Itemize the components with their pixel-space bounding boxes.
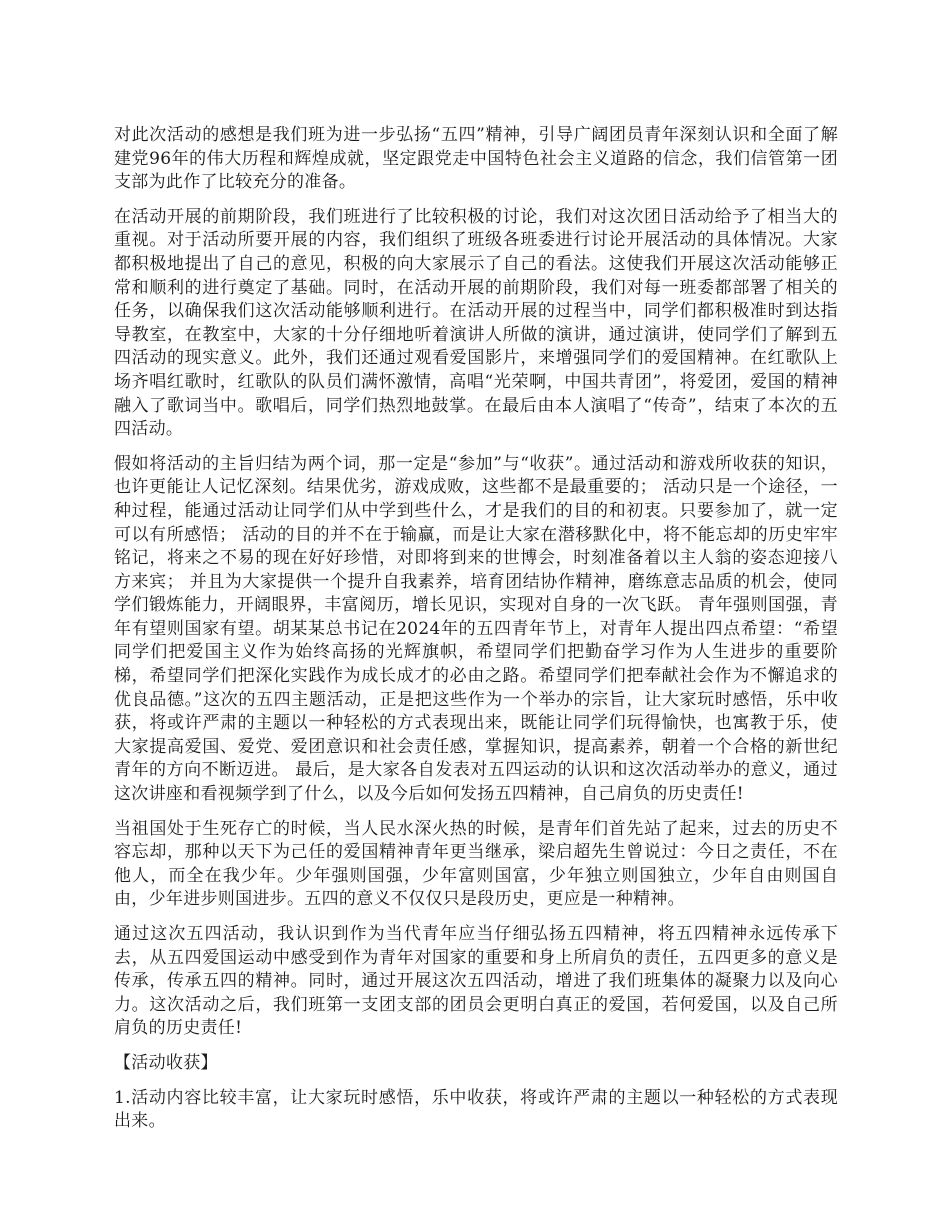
- section-heading-gains: 【活动收获】: [114, 1052, 218, 1073]
- document-body: [114, 124, 838, 1145]
- paragraph-intro: 对此次活动的感想是我们班为进一步弘扬“五四”精神，引导广阔团员青年深刻认识和全面了解建党96年的伟大历程和辉煌成就，坚定跟党走中国特色社会主义道路的信念，我们信管第一团支部为此作了比较充分的准备。: [114, 125, 838, 193]
- paragraph-preparation: 在活动开展的前期阶段，我们班进行了比较积极的讨论，我们对这次团日活动给予了相当大的重视。对于活动所要开展的内容，我们组织了班级各班委进行讨论开展活动的具体情况。大家都积极地提出了自己的意见，积极的向大家展示了自己的看法。这使我们开展这次活动能够正常和顺利的进行奠定了基础。同时，在活动开展的前期阶段，我们对每一班委都部署了相关的任务，以确保我们这次活动能够顺利进行。在活动开展的过程当中，同学们都积极准时到达指导教室，在教室中，大家的十分仔细地听着演讲人所做的演讲，通过演讲，使同学们了解到五四活动的现实意义。此外，我们还通过观看爱国影片，来增强同学们的爱国精神。在红歌队上场齐唱红歌时，红歌队的队员们满怀激情，高唱“光荣啊，中国共青团”，将爱团，爱国的精神融入了歌词当中。歌唱后，同学们热烈地鼓掌。在最后由本人演唱了“传奇”，结束了本次的五四活动。: [114, 206, 838, 440]
- paragraph-conclusion: 通过这次五四活动，我认识到作为当代青年应当仔细弘扬五四精神，将五四精神永远传承下去，从五四爱国运动中感受到作为青年对国家的重要和身上所肩负的责任，五四更多的意义是传承，传承五四的精神。同时，通过开展这次五四活动，增进了我们班集体的凝聚力以及向心力。这次活动之后，我们班第一支团支部的团员会更明白真正的爱国，若何爱国，以及自己所肩负的历史责任!: [114, 924, 838, 1039]
- paragraph-purpose: 假如将活动的主旨归结为两个词，那一定是“参加”与“收获”。通过活动和游戏所收获的知识，也许更能让人记忆深刻。结果优劣，游戏成败，这些都不是最重要的； 活动只是一个途径，一种过程，能通过活动让同学们从中学到些什么，才是我们的目的和初衷。只要参加了，就一定可以有所感悟； 活动的目的并不在于输赢，而是让大家在潜移默化中，将不能忘却的历史牢牢铭记，将来之不易的现在好好珍惜，对即将到来的世博会，时刻准备着以主人翁的姿态迎接八方来宾； 并且为大家提供一个提升自我素养，培育团结协作精神，磨练意志品质的机会，使同学们锻炼能力，开阔眼界，丰富阅历，增长见识，实现对自身的一次飞跃。 青年强则国强，青年有望则国家有望。胡某某总书记在2024年的五四青年节上，对青年人提出四点希望：“希望同学们把爱国主义作为始终高扬的光辉旗帜，希望同学们把勤奋学习作为人生进步的重要阶梯，希望同学们把深化实践作为成长成才的必由之路。希望同学们把奉献社会作为不懈追求的优良品德。”这次的五四主题活动，正是把这些作为一个举办的宗旨，让大家玩时感悟，乐中收获，将或许严肃的主题以一种轻松的方式表现出来，既能让同学们玩得愉快，也寓教于乐，使大家提高爱国、爱党、爱团意识和社会责任感，掌握知识，提高素养，朝着一个合格的新世纪青年的方向不断迈进。 最后，是大家各自发表对五四运动的认识和这次活动举办的意义，通过这次讲座和看视频学到了什么，以及今后如何发扬五四精神，自己肩负的历史责任!: [114, 453, 838, 805]
- gain-item-1: 1.活动内容比较丰富，让大家玩时感悟，乐中收获，将或许严肃的主题以一种轻松的方式表现出来。: [114, 1087, 838, 1132]
- paragraph-history: 当祖国处于生死存亡的时候，当人民水深火热的时候，是青年们首先站了起来，过去的历史不容忘却，那种以天下为己任的爱国精神青年更当继承，梁启超先生曾说过：今日之责任，不在他人，而全在我少年。少年强则国强，少年富则国富，少年独立则国独立，少年自由则国自由，少年进步则国进步。五四的意义不仅仅只是段历史，更应是一种精神。: [114, 818, 838, 910]
